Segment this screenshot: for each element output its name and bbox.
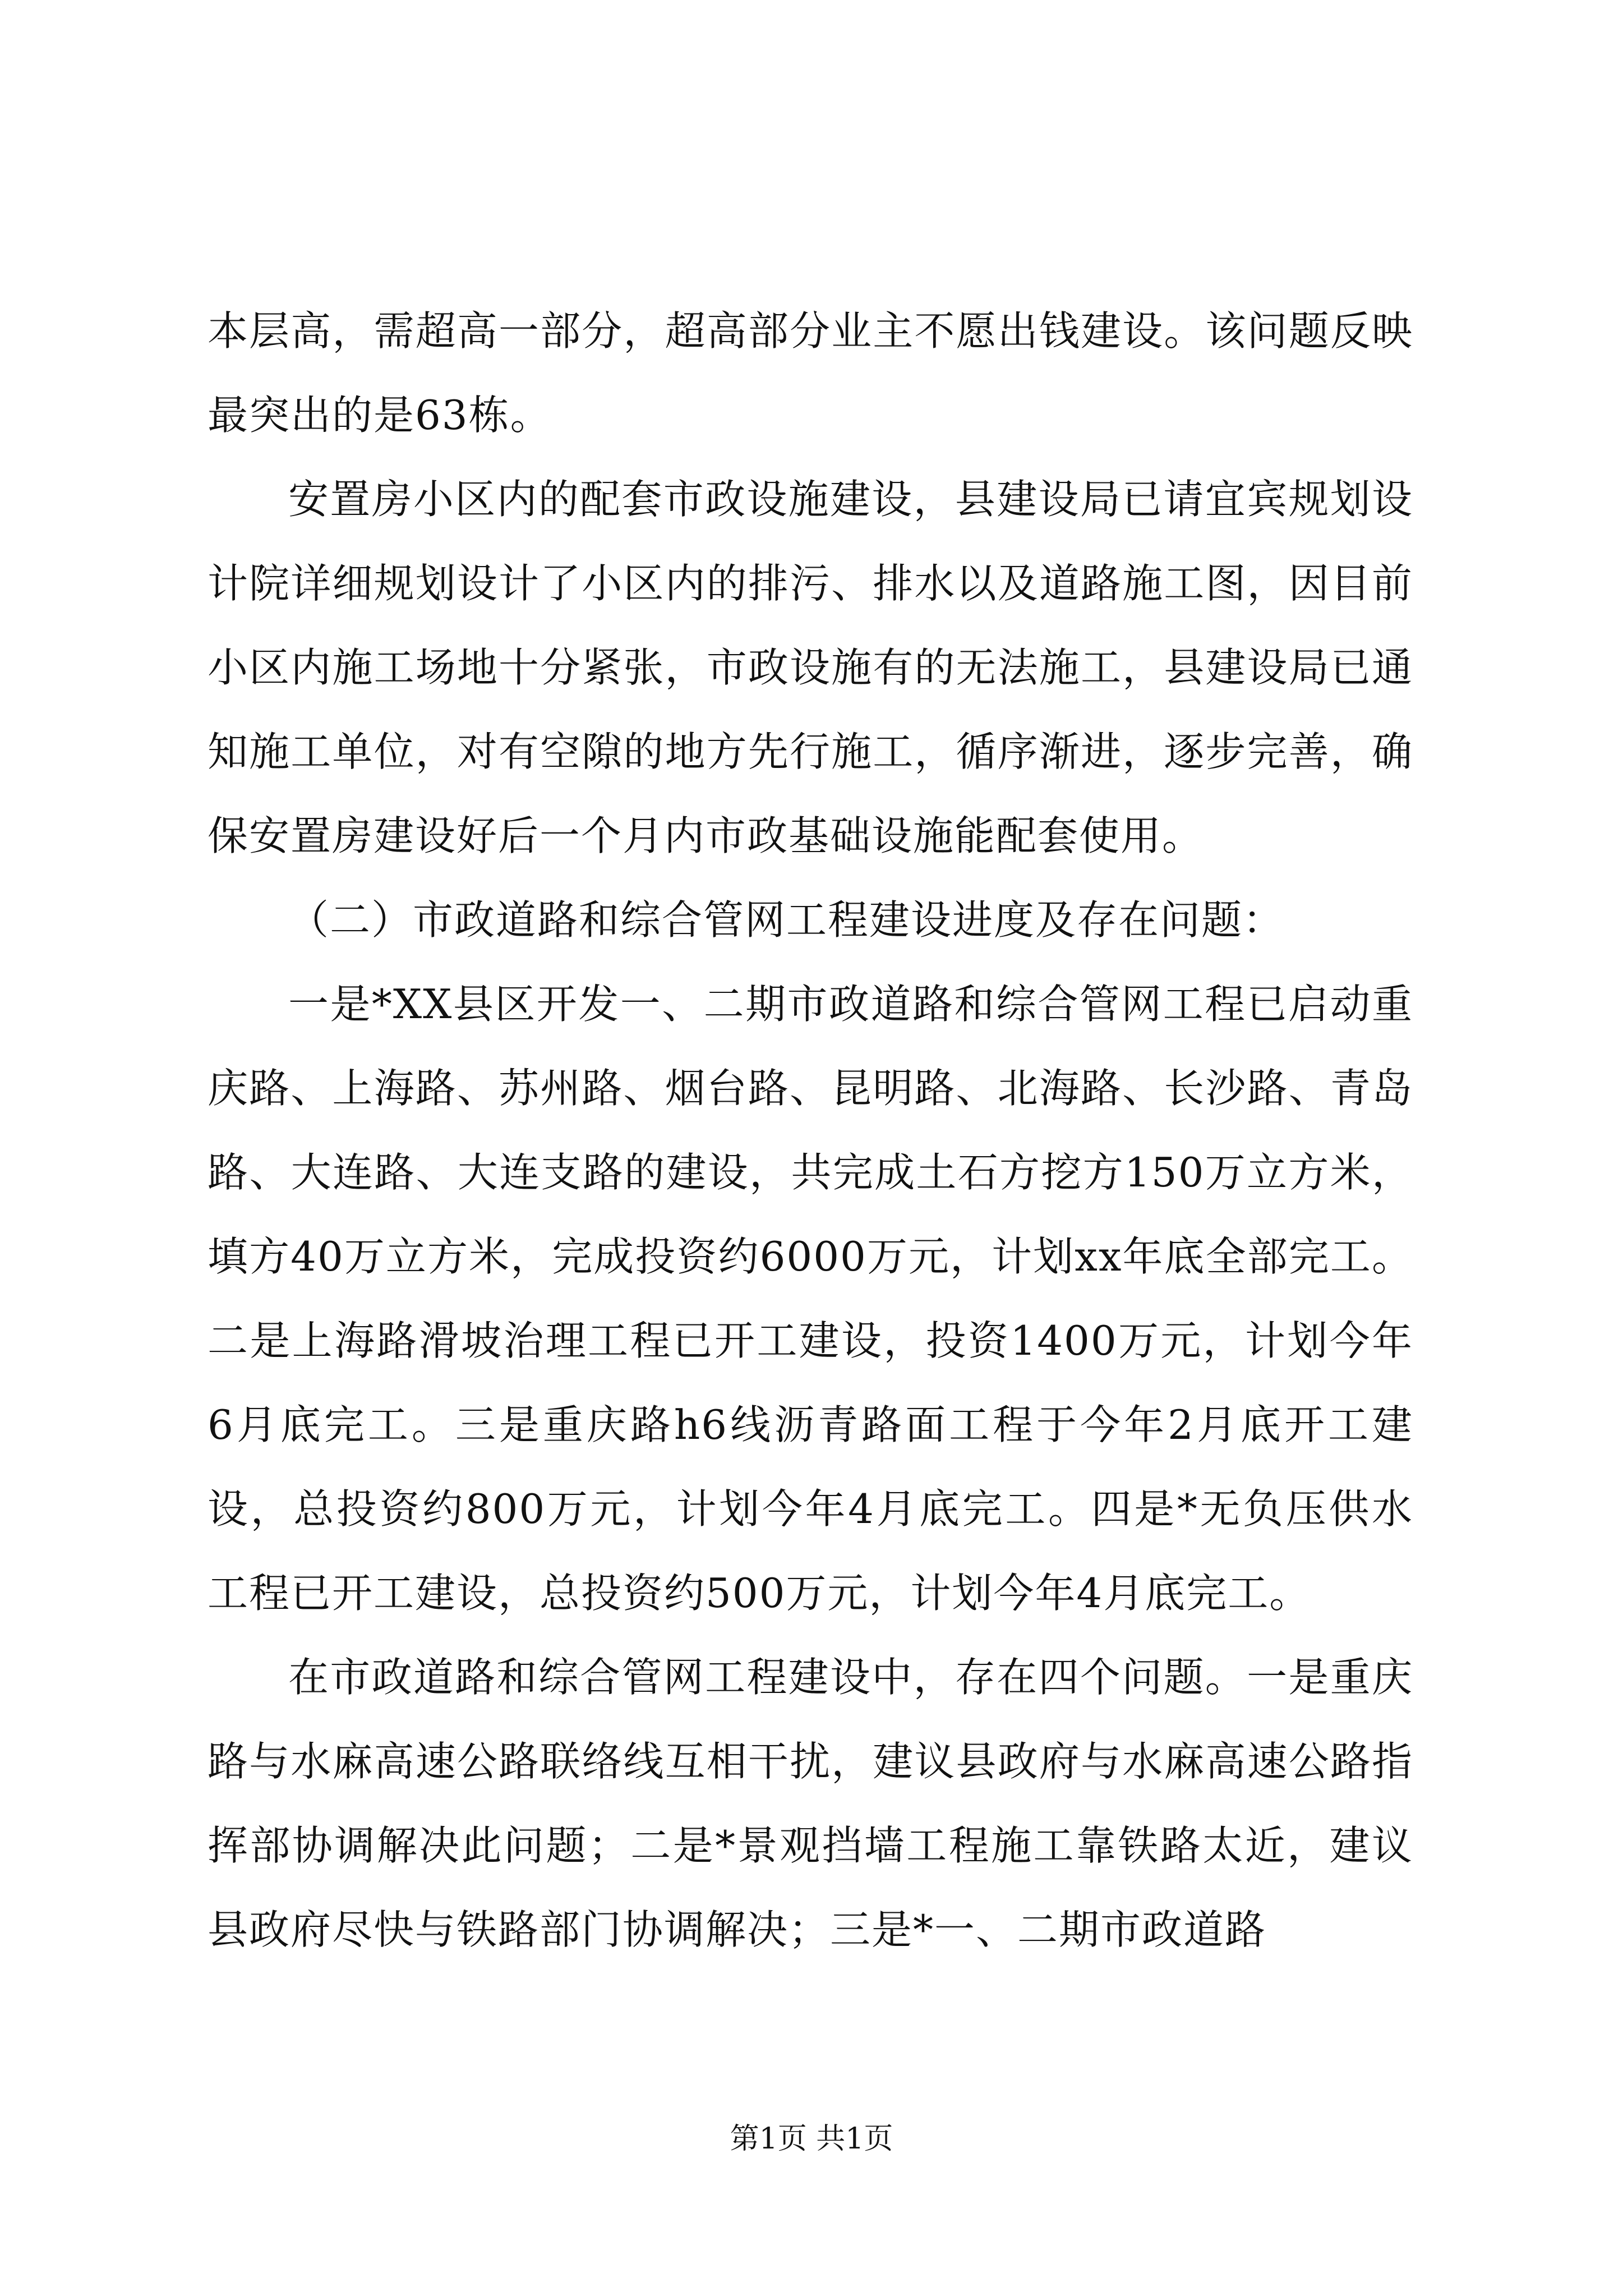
paragraph-3: 一是*XX县区开发一、二期市政道路和综合管网工程已启动重庆路、上海路、苏州路、烟台路、昆明路、北海路、长沙路、青岛路、大连路、大连支路的建设，共完成土石方挖方150万立方米，填方40万立方米，完成投资约6000万元，计划xx年底全部完工。二是上海路滑坡治理工程已开工建设，投资1400万元，计划今年6月底完工。三是重庆路h6线沥青路面工程于今年2月底开工建设，总投资约800万元，计划今年4月底完工。四是*无负压供水工程已开工建设，总投资约500万元，计划今年4月底完工。: [208, 981, 1413, 1617]
document-body: [208, 289, 1413, 1972]
paragraph-2: 安置房小区内的配套市政设施建设，县建设局已请宜宾规划设计院详细规划设计了小区内的排污、排水以及道路施工图，因目前小区内施工场地十分紧张，市政设施有的无法施工，县建设局已通知施工单位，对有空隙的地方先行施工，循序渐进，逐步完善，确保安置房建设好后一个月内市政基础设施能配套使用。: [208, 476, 1413, 859]
paragraph-4: 在市政道路和综合管网工程建设中，存在四个问题。一是重庆路与水麻高速公路联络线互相干扰，建议县政府与水麻高速公路指挥部协调解决此问题；二是*景观挡墙工程施工靠铁路太近，建议县政府尽快与铁路部门协调解决；三是*一、二期市政道路: [208, 1654, 1413, 1953]
page-footer: 第1页 共1页: [730, 2122, 893, 2156]
section-heading: （二）市政道路和综合管网工程建设进度及存在问题：: [288, 896, 1285, 944]
paragraph-1: 本层高，需超高一部分，超高部分业主不愿出钱建设。该问题反映最突出的是63栋。: [208, 307, 1413, 439]
